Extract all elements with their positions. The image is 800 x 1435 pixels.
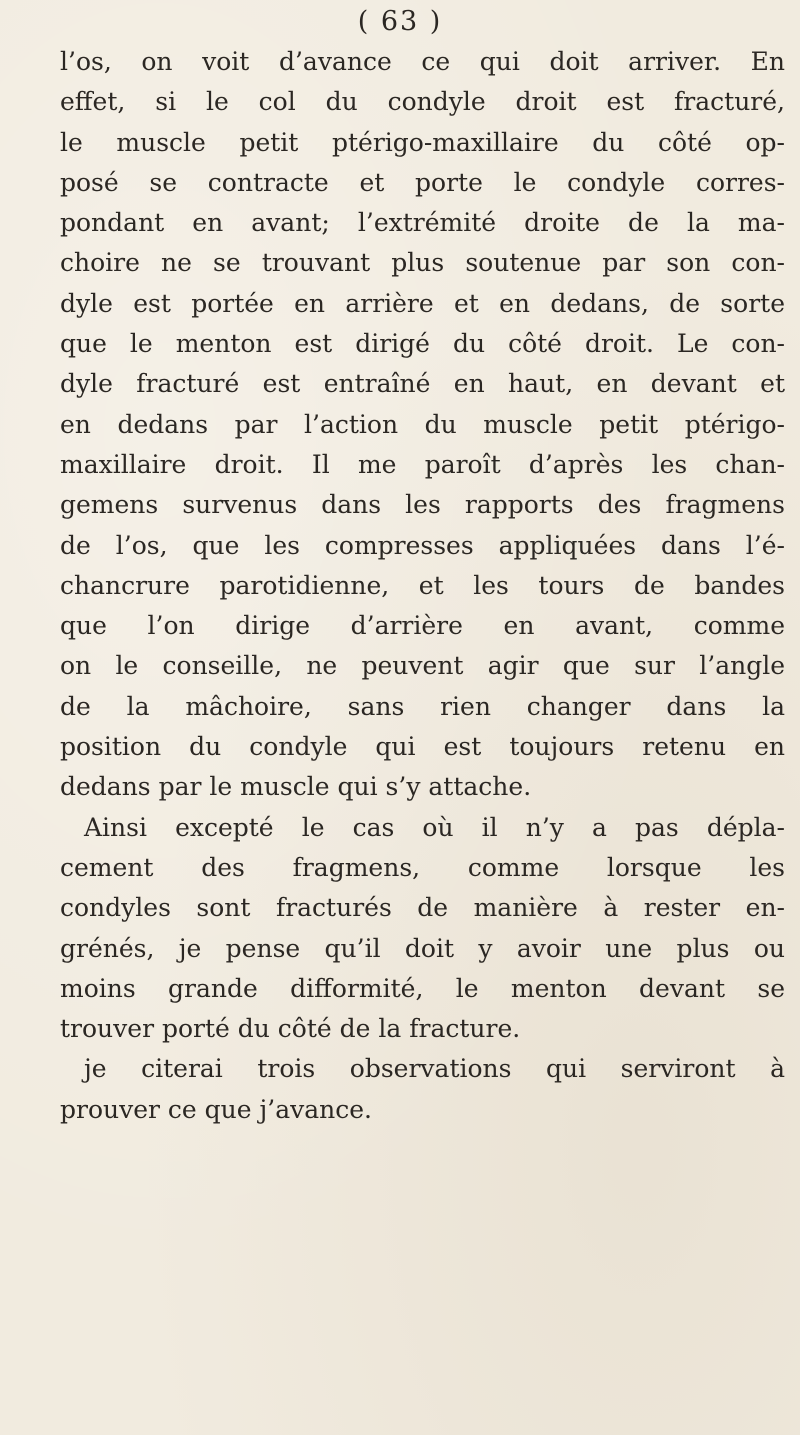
text-line: condyles sont fracturés de manière à rester en-: [60, 893, 785, 923]
text-line: posé se contracte et porte le condyle corres-: [60, 167, 785, 197]
text-line: trouver porté du côté de la fracture.: [60, 1014, 521, 1044]
text-line: choire ne se trouvant plus soutenue par son con-: [60, 248, 785, 278]
text-line: l’os, on voit d’avance ce qui doit arriver. En: [60, 47, 785, 76]
text-line: dyle est portée en arrière et en dedans, de sorte: [60, 288, 785, 318]
body-text: [60, 42, 785, 1130]
text-line: effet, si le col du condyle droit est fracturé,: [60, 87, 785, 117]
text-line: gemens survenus dans les rapports des fragmens: [60, 490, 785, 520]
text-line: dyle fracturé est entraîné en haut, en devant et: [60, 369, 785, 399]
text-line: je citerai trois observations qui serviront à: [84, 1054, 785, 1084]
text-line: pondant en avant; l’extrémité droite de la ma-: [60, 208, 785, 238]
text-line: maxillaire droit. Il me paroît d’après les chan-: [60, 449, 785, 479]
text-line: chancrure parotidienne, et les tours de bandes: [60, 570, 785, 600]
text-line: de l’os, que les compresses appliquées dans l’é-: [60, 530, 785, 560]
text-line: dedans par le muscle qui s’y attache.: [60, 772, 532, 802]
text-line: grénés, je pense qu’il doit y avoir une plus ou: [60, 933, 785, 963]
text-line: que le menton est dirigé du côté droit. Le con-: [60, 329, 785, 359]
text-line: de la mâchoire, sans rien changer dans la: [60, 691, 785, 721]
text-line: cement des fragmens, comme lorsque les: [60, 852, 785, 882]
text-line: position du condyle qui est toujours retenu en: [60, 732, 785, 762]
page-number: ( 63 ): [357, 6, 443, 37]
text-line: le muscle petit ptérigo-maxillaire du côté op-: [60, 127, 785, 157]
text-line: que l’on dirige d’arrière en avant, comme: [60, 611, 785, 641]
text-line: prouver ce que j’avance.: [60, 1094, 372, 1124]
text-line: en dedans par l’action du muscle petit ptérigo-: [60, 409, 785, 439]
text-line: on le conseille, ne peuvent agir que sur l’angle: [60, 651, 785, 681]
text-line: moins grande difformité, le menton devant se: [60, 973, 785, 1003]
text-line: Ainsi excepté le cas où il n’y a pas dépla-: [84, 812, 785, 842]
